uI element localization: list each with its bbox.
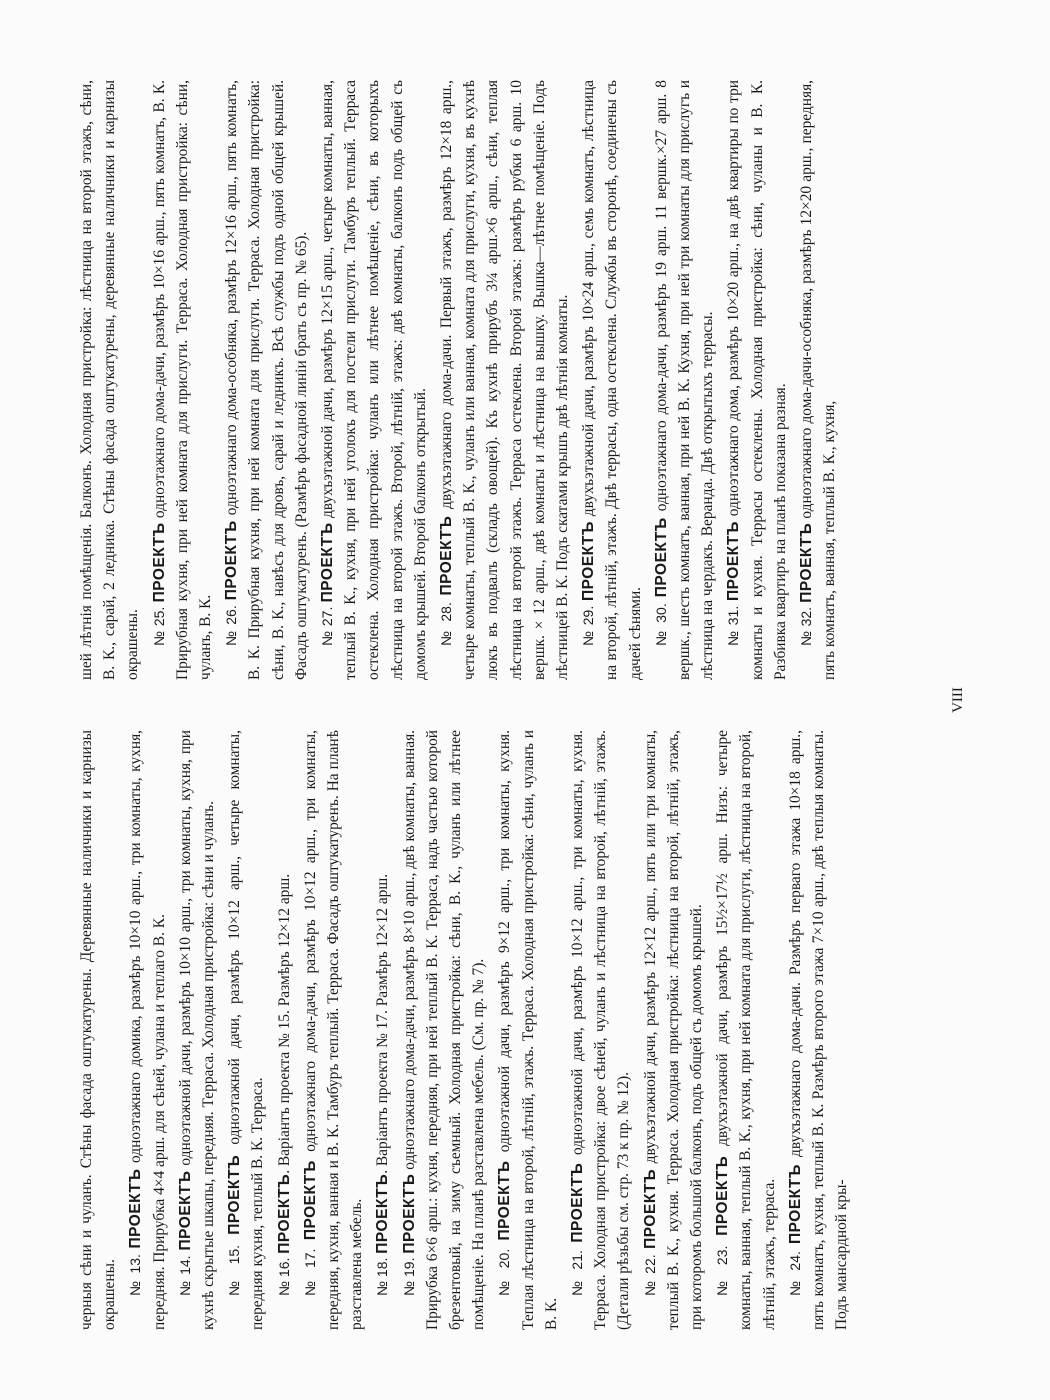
project-entry [398,730,491,1330]
project-entry [220,80,313,680]
project-keyword: ПРОЕКТЪ [652,517,670,598]
project-number: № 31. [725,605,742,646]
entry-text: одноэтажной дачи, размѣръ 10×12 арш., четыре комнаты, передняя кухня, теплый В. К. Терраса. [226,730,267,1330]
project-keyword: ПРОЕКТЪ [127,1168,145,1249]
entry-text: одноэтажнаго дома-дачи, размѣръ 10×12 арш., три комнаты, передняя, кухня, ванная и В. К. Тамбуръ теплый. Терраса. Фасадъ оштукатуренъ. На планѣ разставлена мебель. [301,730,366,1330]
project-number: № 19. [400,1257,417,1296]
entry-text: одноэтажнаго домика, размѣръ 10×10 арш., три комнаты, кухня, передняя. Прирубка 4×4 арш. для сѣней, чулана и теплаго В. К. [127,730,168,1330]
entry-text: двухъэтажной дачи, размѣръ 10×24 арш., семь комнатъ, лѣстница на второй, лѣтній, этажъ. Двѣ террасы, одна остеклена. Службы въ сторонѣ, соединены съ дачей сѣнями. [580,80,644,680]
project-number: № 14. [176,1255,193,1296]
project-keyword: ПРОЕКТЪ [223,520,241,601]
project-keyword: ПРОЕКТЪ [150,522,168,603]
project-keyword: ПРОЕКТЪ [786,1164,804,1245]
entry-text: одноэтажной дачи, размѣръ 10×10 арш., три комнаты, кухня, при кухнѣ скрытые шкапы, передняя. Терраса. Холодная пристройка: сѣни и чуланъ. [176,730,218,1330]
project-keyword: ПРОЕКТЪ [301,1160,319,1241]
project-number: № 32. [798,606,815,646]
project-number: № 22. [641,1254,658,1296]
project-keyword: ПРОЕКТЪ [714,1155,732,1236]
right-column [75,80,975,680]
entry-text: . Варіантъ проекта № 15. Размѣръ 12×12 арш. [275,873,293,1174]
project-number: № 30. [652,603,669,646]
entry-text: двухъэтажнаго дома-дачи. Размѣръ перваго этажа 10×18 арш., пять комнатъ, кухня, теплый В. К. Размѣръ второго этажа 7×10 арш., двѣ теплыя комнаты. Подъ мансардной кры- [786,730,851,1330]
continued-paragraph [75,80,145,680]
project-entry [784,730,854,1330]
project-keyword: ПРОЕКТЪ [275,1173,293,1254]
project-keyword: ПРОЕКТЪ [374,1173,392,1254]
project-number: № 17. [301,1248,318,1296]
project-number: № 13. [127,1254,144,1296]
project-keyword: ПРОЕКТЪ [725,521,743,601]
project-number: № 27. [319,606,336,646]
entry-text: одноэтажнаго дома, размѣръ 10×20 арш., на двѣ квартиры по три комнаты и кухня. Террасы остеклены. Холодная пристройка: сѣни, чуланы и В. К. Разбивка квартиръ на планѣ показана разная. [725,80,789,680]
project-entry [299,730,369,1330]
entry-text: одноэтажнаго дома-дачи, размѣръ 19 арш. 11 вершк.×27 арш. 8 вершк., шесть комнатъ, ванная, при ней В. К. Кухня, при ней три комнаты для прислугъ и лѣстница на чердакъ. Веранда. Двѣ открытыхъ террасы. [652,80,717,680]
entry-text: двухъэтажной дачи, размѣръ 12×12 арш., пять или три комнаты, теплый В. К., кухня. Терраса. Холодная пристройка: лѣстница на второй, лѣтній, этажъ, при которомъ большой балконъ, подъ общей съ домомъ крышей. [641,730,706,1330]
project-entry [273,730,296,1330]
project-entry [566,730,636,1330]
entry-text: черныя сѣни и чуланъ. Стѣны фасада оштукатурены. Деревянные наличники и карнизы окрашены. [78,730,119,1330]
project-keyword: ПРОЕКТЪ [641,1168,659,1249]
project-number: № 24. [786,1251,803,1296]
project-entry [223,730,269,1330]
project-entry [577,80,647,680]
entry-text: одноэтажнаго дома-дачи-особняка, размѣръ 12×20 арш., передняя, пять комнатъ, ванная, теплый В. К., кухня, [798,80,839,680]
project-number: № 26. [223,605,240,646]
project-entry [639,730,709,1330]
project-number: № 21. [569,1250,586,1296]
project-number: № 25. [150,606,167,646]
project-keyword: ПРОЕКТЪ [580,521,598,601]
continued-paragraph [75,730,121,1330]
entry-text: одноэтажнаго дома-дачи, размѣръ 8×10 арш., двѣ комнаты, ванная. Прирубка 6×6 арш.: кухня, передняя, при ней теплый В. К. Терраса, надъ частью которой брезентовый, на зиму съемный. Холодная пристройка: сѣни, В. К., чуланъ или лѣтнее помѣщеніе. На планѣ разставлена мебель. (См. пр. № 7). [400,730,488,1330]
project-keyword: ПРОЕКТЪ [798,522,816,603]
project-number: № 28. [438,602,455,646]
project-keyword: ПРОЕКТЪ [319,522,337,603]
project-entry [371,730,394,1330]
project-number: № 16. [275,1257,292,1296]
project-number: № 20. [496,1248,513,1296]
project-keyword: ПРОЕКТЪ [438,515,456,596]
project-entry [795,80,841,680]
entry-text: одноэтажной дачи, размѣръ 10×12 арш., три комнаты, кухня. Терраса. Холодная пристройка: двое сѣней, чуланъ и лѣстница на второй, лѣтній, этажъ. (Детали рѣзьбы см. стр. 73 к пр. № 12). [569,730,633,1330]
project-keyword: ПРОЕКТЪ [226,1154,244,1235]
project-keyword: ПРОЕКТЪ [496,1160,514,1241]
project-number: № 18. [374,1257,391,1296]
entry-text: двухъэтажнаго дома-дачи. Первый этажъ, размѣръ 12×18 арш., четыре комнаты, теплый В. К., чуланъ или ванная, комната для прислуги, кухня, въ кухнѣ люкъ въ подвалъ (складъ овощей). Къ кухнѣ прирубъ 3¼ арш.×6 арш., сѣни, теплая лѣстница на второй этажъ. Терраса остеклена. Второй этажъ: размѣръ рубки 6 арш. 10 вершк. × 12 арш., двѣ комнаты и лѣстница на вышку. Вышка—лѣтнее помѣщеніе. Подъ лѣстницей В. К. Подъ скатами крышъ двѣ лѣтнія комнаты. [438,80,572,680]
entry-text: одноэтажнаго дома-особняка, размѣръ 12×16 арш., пять комнатъ, В. К. Прирубная кухня, при ней комната для прислуги. Терраса. Холодная пристройка: сѣни, В. К., навѣсъ для дровъ, сарай и ледникъ. Всѣ службы подъ одной общей крышей. Фасадъ оштукатуренъ. (Размѣръ фасадной линіи брать съ пр. № 65). [223,80,310,680]
entry-text: двухъэтажной дачи, размѣръ 12×15 арш., четыре комнаты, ванная, теплый В. К., кухня, при ней уголокъ для постели прислуги. Тамбуръ теплый. Терраса остеклена. Холодная пристройка: чуланъ или лѣтнее помѣщеніе, сѣни, въ которыхъ лѣстница на второй этажъ. Второй, лѣтній, этажъ: двѣ комнаты, балконъ подъ общей съ домомъ крышей. Второй балконъ открытый. [319,80,429,680]
project-entry [148,80,218,680]
entry-text: одноэтажнаго дома-дачи, размѣръ 10×16 арш., пять комнатъ, В. К. Прирубная кухня, при ней комната для прислуги. Терраса. Холодная пристройка: сѣни, чуланъ, В. К. [150,80,215,680]
entry-text: одноэтажной дачи, размѣръ 9×12 арш., три комнаты, кухня. Теплая лѣстница на второй, лѣтній, этажъ. Терраса. Холодная пристройка: сѣни, чуланъ и В. К. [496,730,560,1330]
project-entry [435,80,574,680]
project-keyword: ПРОЕКТЪ [569,1162,587,1243]
project-entry [650,80,720,680]
project-number: № 23. [714,1245,731,1296]
project-number: № 15. [226,1244,243,1296]
project-entry [316,80,432,680]
project-entry [174,730,220,1330]
project-number: № 29. [580,605,597,646]
project-keyword: ПРОЕКТЪ [176,1170,194,1251]
project-entry [722,80,792,680]
rotated-page-content: черныя сѣни и чуланъ. Стѣны фасада оштукатурены. Деревянные наличники и карнизы окрашены. № 13. ПРОЕКТЪ одноэтажнаго домика, размѣръ 10×10 арш., три комнаты, кухня, передняя. Прирубка 4×4 арш. для сѣней, чулана и теплаго В. К. № 14. ПРОЕКТЪ одноэтажной дачи, размѣръ 10×10 арш., три комнаты, кухня, при кухнѣ скрытые шкапы, передняя. Терраса. Холодная пристройка: сѣни и чуланъ. № 15. ПРОЕКТЪ одноэтажной дачи, размѣръ 10×12 арш., четыре комнаты, передняя кухня, теплый В. К. Терраса. № 16. ПРОЕКТЪ. Варіантъ проекта № 15. Размѣръ 12×12 арш. № 17. ПРОЕКТЪ одноэтажнаго дома-дачи, размѣръ 10×12 арш., три комнаты, передняя, кухня, ванная и В. К. Тамбуръ теплый. Терраса. Фасадъ оштукатуренъ. На планѣ разставлена мебель. № 18. ПРОЕКТЪ. Варіантъ проекта № 17. Размѣръ 12×12 арш. № 19. ПРОЕКТЪ одноэтажнаго дома-дачи, размѣръ 8×10 арш., двѣ комнаты, ванная. Прирубка 6×6 арш.: кухня, передняя, при ней теплый В. К. Терраса, надъ частью которой брезентовый, на зиму съемный. Холодная пристройка: сѣни, В. К., чуланъ или лѣтнее помѣщеніе. На планѣ разставлена мебель. (См. пр. № 7). № 20. ПРОЕКТЪ одноэтажной дачи, размѣръ 9×12 арш., три комнаты, кухня. Теплая лѣстница на второй, лѣтній, этажъ. Терраса. Холодная пристройка: сѣни, чуланъ и В. К. № 21. ПРОЕКТЪ одноэтажной дачи, размѣръ 10×12 арш., три комнаты, кухня. Терраса. Холодная пристройка: двое сѣней, чуланъ и лѣстница на второй, лѣтній, этажъ. (Детали рѣзьбы см. стр. 73 к пр. № 12). № 22. ПРОЕКТЪ двухъэтажной дачи, размѣръ 12×12 арш., пять или три комнаты, теплый В. К., кухня. Терраса. Холодная пристройка: лѣстница на второй, лѣтній, этажъ, при которомъ большой балконъ, подъ общей съ домомъ крышей. № 23. ПРОЕКТЪ двухъэтажной дачи, размѣръ 15½×17½ арш. Низъ: четыре комнаты, ванная, теплый В. К., кухня, при ней комната для прислуги, лѣстница на второй, лѣтній, этажъ, терраса. № 24. ПРОЕКТЪ двухъэтажнаго дома-дачи. Размѣръ перваго этажа 10×18 арш., пять комнатъ, кухня, теплый В. К. Размѣръ второго этажа 7×10 арш., двѣ теплыя комнаты. Подъ мансардной кры- шей лѣтнія помѣщенія. Балконъ. Холодная пристройка: лѣстница на второй этажъ, сѣни, В. К., сарай, 2 ледника. Стѣны фасада оштукатурены, деревянные наличники и карнизы окрашены. № 25. ПРОЕКТЪ одноэтажнаго дома-дачи, размѣръ 10×16 арш., пять комнатъ, В. К. Прирубная кухня, при ней комната для прислуги. Терраса. Холодная пристройка: сѣни, чуланъ, В. К. № 26. ПРОЕКТЪ одноэтажнаго дома-особняка, размѣръ 12×16 арш., пять комнатъ, В. К. Прирубная кухня, при ней комната для прислуги. Терраса. Холодная пристройка: сѣни, В. К., навѣсъ для дровъ, сарай и ледникъ. Всѣ службы подъ одной общей крышей. Фасадъ оштукатуренъ. (Размѣръ фасадной линіи брать съ пр. № 65). № 27. ПРОЕКТЪ двухъэтажной дачи, размѣръ 12×15 арш., четыре комнаты, ванная, теплый В. К., кухня, при ней уголокъ для постели прислуги. Тамбуръ теплый. Терраса остеклена. Холодная пристройка: чуланъ или лѣтнее помѣщеніе, сѣни, въ которыхъ лѣстница на второй этажъ. Второй, лѣтній, этажъ: двѣ комнаты, балконъ подъ общей съ домомъ крышей. Второй балконъ открытый. № 28. ПРОЕКТЪ двухъэтажнаго дома-дачи. Первый этажъ, размѣръ 12×18 арш., четыре комнаты, теплый В. К., чуланъ или ванная, комната для прислуги, кухня, въ кухнѣ люкъ въ подвалъ (складъ овощей). Къ кухнѣ прирубъ 3¼ арш.×6 арш., сѣни, теплая лѣстница на второй этажъ. Терраса остеклена. Второй этажъ: размѣръ рубки 6 арш. 10 вершк. × 12 арш., двѣ комнаты и лѣстница на вышку. Вышка—лѣтнее помѣщеніе. Подъ лѣстницей В. К. Подъ скатами крышъ двѣ лѣтнія комнаты. № 29. ПРОЕКТЪ двухъэтажной дачи, размѣръ 10×24 арш., семь комнатъ, лѣстница на второй, лѣтній, этажъ. Двѣ террасы, одна остеклена. Службы въ сторонѣ, соединены съ дачей сѣнями. № 30. ПРОЕКТЪ одноэтажнаго дома-дачи, размѣръ 19 арш. 11 вершк.×27 арш. 8 вершк., шесть комнатъ, ванная, при ней В. К. Кухня, при ней три комнаты для прислугъ и лѣстница на чердакъ. Веранда. Двѣ открытыхъ террасы. № 31. ПРОЕКТЪ одноэтажнаго дома, размѣръ 10×20 арш., на двѣ квартиры по три комнаты и кухня. Террасы остеклены. Холодная пристройка: сѣни, чуланы и В. К. Разбивка квартиръ на планѣ показана разная. № 32. ПРОЕКТЪ одноэтажнаго дома-дачи-особняка, размѣръ 12×20 арш., передняя, пять комнатъ, ванная, теплый В. К., кухня, VIII [75,60,975,1340]
project-keyword: ПРОЕКТЪ [400,1173,418,1254]
entry-text: . Варіантъ проекта № 17. Размѣръ 12×12 арш. [374,873,392,1174]
project-entry [124,730,170,1330]
project-entry [711,730,781,1330]
left-column [75,730,975,1330]
entry-text: шей лѣтнія помѣщенія. Балконъ. Холодная пристройка: лѣстница на второй этажъ, сѣни, В. К., сарай, 2 ледника. Стѣны фасада оштукатурены, деревянные наличники и карнизы окрашены. [78,80,142,680]
project-entry [493,730,563,1330]
entry-text: двухъэтажной дачи, размѣръ 15½×17½ арш. Низъ: четыре комнаты, ванная, теплый В. К., кухня, при ней комната для прислуги, лѣстница на второй, лѣтній, этажъ, терраса. [714,730,778,1330]
